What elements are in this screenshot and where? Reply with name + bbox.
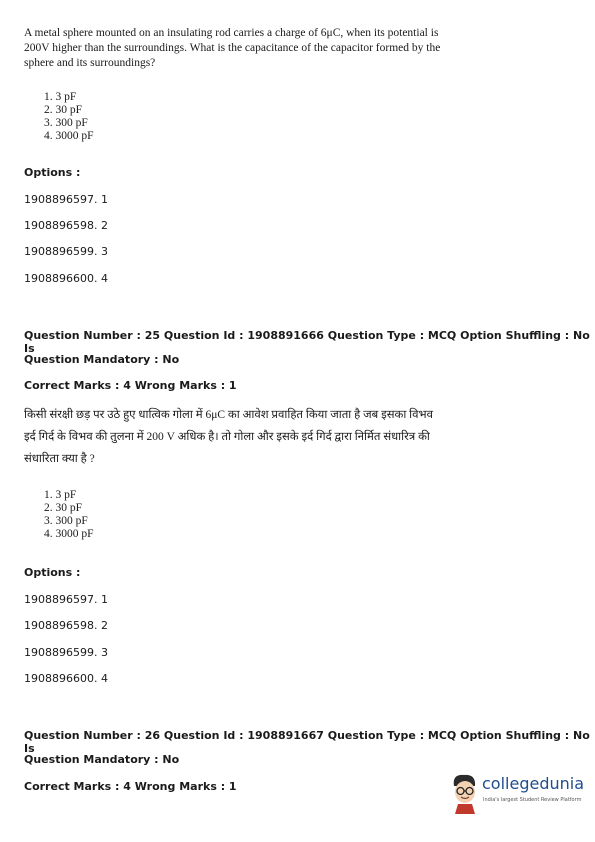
question-marks: Correct Marks : 4 Wrong Marks : 1 [24, 780, 237, 793]
option-id: 1908896598. 2 [24, 219, 108, 232]
options-label: Options : [24, 166, 81, 179]
option-id: 1908896597. 1 [24, 193, 108, 206]
choice-item: 3. 300 pF [44, 515, 88, 527]
option-id: 1908896600. 4 [24, 672, 108, 685]
question-text-hi: किसी संरक्षी छड़ पर उठे हुए धात्विक गोला में 6μC का आवेश प्रवाहित किया जाता है जब इसका विभव इर्द गिर्द के विभव की तुलना में 200 V अधिक है। तो गोला और इसके इर्द गिर्द द्वारा निर्मित संधारित्र की संधारिता क्या है ? [24, 409, 434, 465]
choice-list [44, 489, 94, 541]
collegedunia-logo [448, 772, 588, 822]
options-label: Options : [24, 566, 81, 579]
option-id: 1908896598. 2 [24, 619, 108, 632]
choice-item: 2. 30 pF [44, 104, 83, 116]
mascot-icon [448, 772, 482, 814]
option-id: 1908896599. 3 [24, 646, 108, 659]
logo-wordmark: collegedunia [482, 774, 585, 793]
question-marks: Correct Marks : 4 Wrong Marks : 1 [24, 379, 237, 392]
option-id: 1908896600. 4 [24, 272, 108, 285]
choice-item: 4. 3000 pF [44, 528, 94, 540]
choice-item: 2. 30 pF [44, 502, 83, 514]
option-id: 1908896597. 1 [24, 593, 108, 606]
question-header: Question Number : 25 Question Id : 1908891666 Question Type : MCQ Option Shuffling : No Is [24, 329, 590, 355]
choice-list [44, 91, 94, 143]
choice-item: 1. 3 pF [44, 91, 77, 103]
logo-tagline: India's largest Student Review Platform [483, 797, 582, 803]
question-header: Question Number : 26 Question Id : 1908891667 Question Type : MCQ Option Shuffling : No Is [24, 729, 590, 755]
question-mandatory: Question Mandatory : No [24, 753, 180, 766]
choice-item: 4. 3000 pF [44, 130, 94, 142]
option-id: 1908896599. 3 [24, 245, 108, 258]
question-mandatory: Question Mandatory : No [24, 353, 180, 366]
question-text-en: A metal sphere mounted on an insulating rod carries a charge of 6μC, when its potential is 200V higher than the surroundings. What is the capacitance of the capacitor formed by the sphere and its surroundings? [24, 27, 441, 69]
choice-item: 3. 300 pF [44, 117, 88, 129]
choice-item: 1. 3 pF [44, 489, 77, 501]
